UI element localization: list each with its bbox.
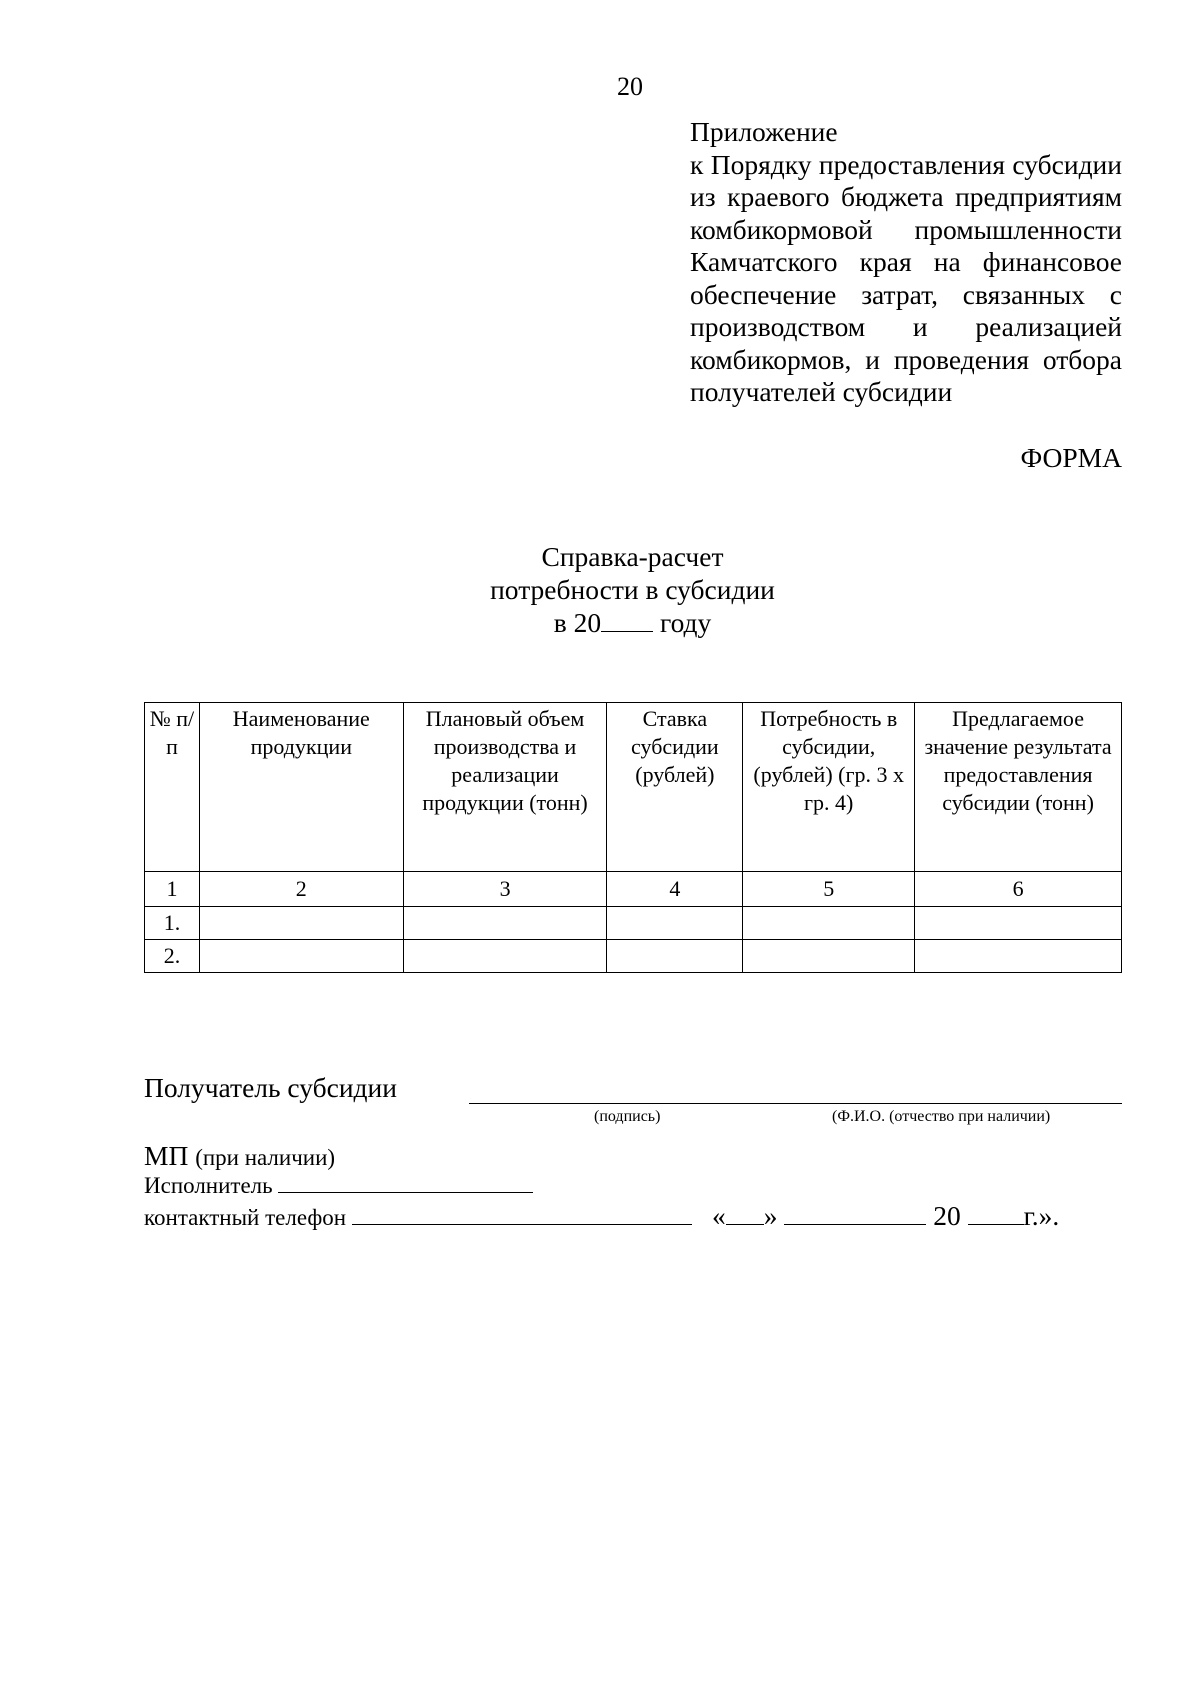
date-suffix: г.».	[1023, 1200, 1060, 1231]
executor-field[interactable]	[278, 1172, 533, 1193]
signature-line[interactable]	[469, 1103, 1122, 1104]
executor-row	[144, 1172, 533, 1199]
table-cell-result[interactable]	[915, 907, 1122, 940]
appendix-block	[690, 116, 1122, 409]
table-row	[145, 940, 1122, 973]
header-cell-rate: Ставка субсидии (рублей)	[607, 703, 743, 872]
column-number: 2	[199, 872, 403, 907]
table-cell-product[interactable]	[199, 907, 403, 940]
table-cell-volume[interactable]	[403, 940, 607, 973]
phone-field[interactable]	[352, 1204, 692, 1225]
executor-label: Исполнитель	[144, 1173, 273, 1198]
year-blank-field[interactable]	[601, 609, 653, 632]
day-field[interactable]	[726, 1204, 764, 1225]
calculation-table	[144, 702, 1122, 973]
phone-label: контактный телефон	[144, 1205, 347, 1230]
form-label: ФОРМА	[1020, 442, 1122, 473]
header-cell-num: № п/п	[145, 703, 200, 872]
date-open-quote: «	[712, 1200, 726, 1231]
header-cell-volume: Плановый объем производства и реализации продукции (тонн)	[403, 703, 607, 872]
column-number: 6	[915, 872, 1122, 907]
date-row	[712, 1200, 1059, 1232]
stamp-place	[144, 1140, 335, 1172]
column-number: 1	[145, 872, 200, 907]
date-year-prefix: 20	[933, 1200, 961, 1231]
document-title	[0, 540, 1200, 639]
table-cell-need[interactable]	[743, 907, 915, 940]
table-cell-need[interactable]	[743, 940, 915, 973]
table-header-row	[145, 703, 1122, 872]
table-cell-rate[interactable]	[607, 940, 743, 973]
appendix-title: Приложение	[690, 116, 838, 147]
title-year-prefix: в 20	[553, 607, 602, 638]
page-number: 20	[617, 72, 643, 101]
table-row	[145, 907, 1122, 940]
stamp-label: МП	[144, 1140, 189, 1171]
recipient-label: Получатель субсидии	[144, 1072, 397, 1103]
header-cell-result: Предлагаемое значение результата предоставления субсидии (тонн)	[915, 703, 1122, 872]
signature-caption: (подпись)	[594, 1108, 661, 1125]
stamp-note: (при наличии)	[195, 1145, 336, 1170]
header-cell-need: Потребность в субсидии, (рублей) (гр. 3 х гр. 4)	[743, 703, 915, 872]
row-number: 1.	[145, 907, 200, 940]
column-number: 5	[743, 872, 915, 907]
title-year-suffix: году	[659, 607, 712, 638]
title-line-1: Справка-расчет	[541, 541, 724, 572]
date-close-quote: »	[763, 1200, 778, 1231]
title-line-3	[0, 606, 1200, 639]
column-number: 4	[607, 872, 743, 907]
table-cell-result[interactable]	[915, 940, 1122, 973]
phone-row	[144, 1204, 692, 1231]
table-cell-rate[interactable]	[607, 907, 743, 940]
column-number-row	[145, 872, 1122, 907]
title-line-2: потребности в субсидии	[490, 574, 775, 605]
month-field[interactable]	[784, 1204, 926, 1225]
header-cell-product: Наименование продукции	[199, 703, 403, 872]
row-number: 2.	[145, 940, 200, 973]
fio-caption: (Ф.И.О. (отчество при наличии)	[832, 1108, 1051, 1125]
column-number: 3	[403, 872, 607, 907]
appendix-body: к Порядку предоставления субсидии из краевого бюджета предприятиям комбикормовой промышленности Камчатского края на финансовое обеспечение затрат, связанных с производством и реализацией комбикормов, и проведения отбора получателей субсидии	[690, 148, 1122, 407]
year-field[interactable]	[968, 1204, 1024, 1225]
table-cell-volume[interactable]	[403, 907, 607, 940]
table-cell-product[interactable]	[199, 940, 403, 973]
